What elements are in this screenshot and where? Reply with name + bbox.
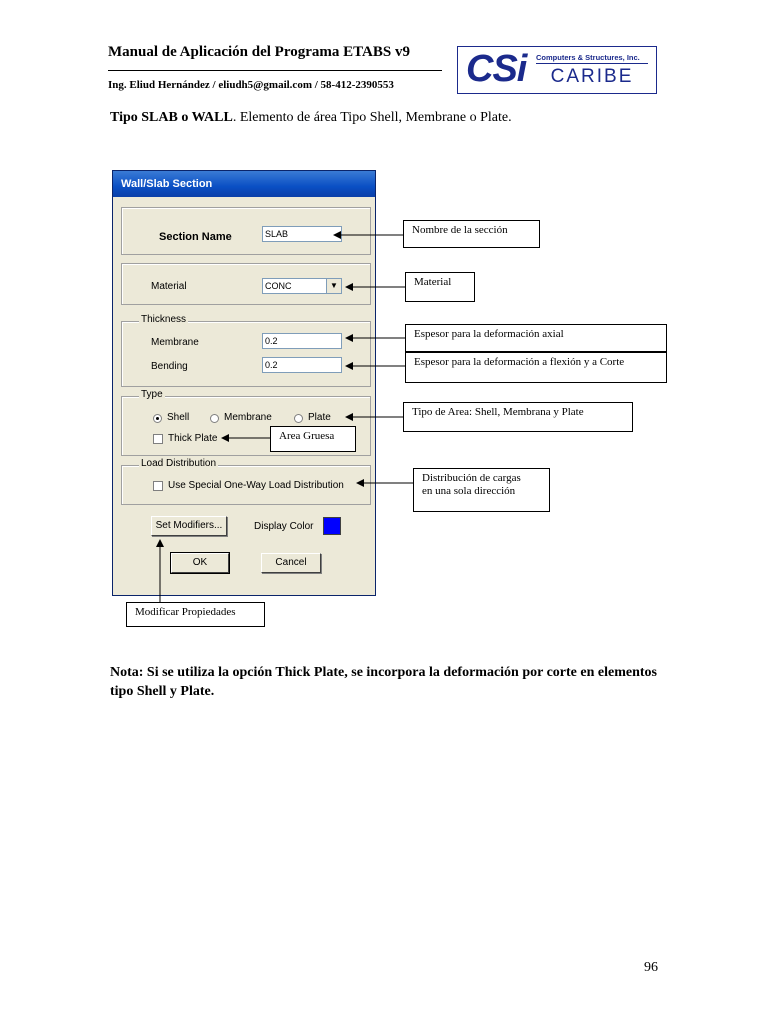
one-way-load-label: Use Special One-Way Load Distribution (168, 480, 344, 491)
page-number: 96 (644, 960, 658, 975)
membrane-type-label: Membrane (224, 412, 272, 423)
logo-letters: CSi (466, 48, 527, 90)
note-type: Tipo de Area: Shell, Membrana y Plate (403, 402, 633, 432)
cancel-button[interactable]: Cancel (261, 553, 321, 573)
note-material: Material (405, 272, 475, 302)
document-title: Manual de Aplicación del Programa ETABS v9 (108, 44, 410, 60)
membrane-input[interactable]: 0.2 (262, 333, 342, 349)
membrane-label: Membrane (151, 337, 199, 348)
load-distribution-group-label: Load Distribution (141, 458, 217, 469)
thickness-group-label: Thickness (141, 314, 187, 325)
material-label: Material (151, 281, 187, 292)
note-section-name: Nombre de la sección (403, 220, 540, 248)
bending-input[interactable]: 0.2 (262, 357, 342, 373)
note-bending: Espesor para la deformación a flexión y a Corte (405, 352, 667, 383)
shell-label: Shell (167, 412, 190, 423)
set-modifiers-button[interactable]: Set Modifiers... (151, 516, 227, 536)
ok-button[interactable]: OK (171, 553, 229, 573)
note-paragraph: Nota: Si se utiliza la opción Thick Plate, se incorpora la deformación por corte en elementos tipo Shell y Plate. (110, 665, 657, 699)
note-load-line1: Distribución de cargas (422, 472, 521, 484)
note-load-distribution (413, 468, 550, 512)
logo-company: Computers & Structures, Inc. (536, 53, 648, 64)
note-thick-plate: Area Gruesa (270, 426, 356, 452)
display-color-label: Display Color (254, 521, 314, 532)
note-membrane: Espesor para la deformación axial (405, 324, 667, 352)
intro-bold: Tipo SLAB o WALL (110, 110, 233, 125)
plate-label: Plate (308, 412, 331, 423)
note-modifiers: Modificar Propiedades (126, 602, 265, 627)
author-line: Ing. Eliud Hernández / eliudh5@gmail.com / 58-412-2390553 (108, 79, 394, 91)
logo-region: CARIBE (550, 66, 634, 87)
material-select-value: CONC (265, 281, 292, 291)
dialog-title: Wall/Slab Section (113, 171, 375, 197)
type-group-label: Type (141, 389, 163, 400)
section-name-label: Section Name (159, 231, 232, 243)
note-load-line2: en una sola dirección (422, 485, 516, 497)
thick-plate-label: Thick Plate (168, 433, 218, 444)
section-name-input[interactable]: SLAB (262, 226, 342, 242)
bending-label: Bending (151, 361, 188, 372)
chevron-down-icon[interactable]: ▼ (326, 279, 341, 293)
intro-text: . Elemento de área Tipo Shell, Membrane o Plate. (232, 110, 512, 125)
